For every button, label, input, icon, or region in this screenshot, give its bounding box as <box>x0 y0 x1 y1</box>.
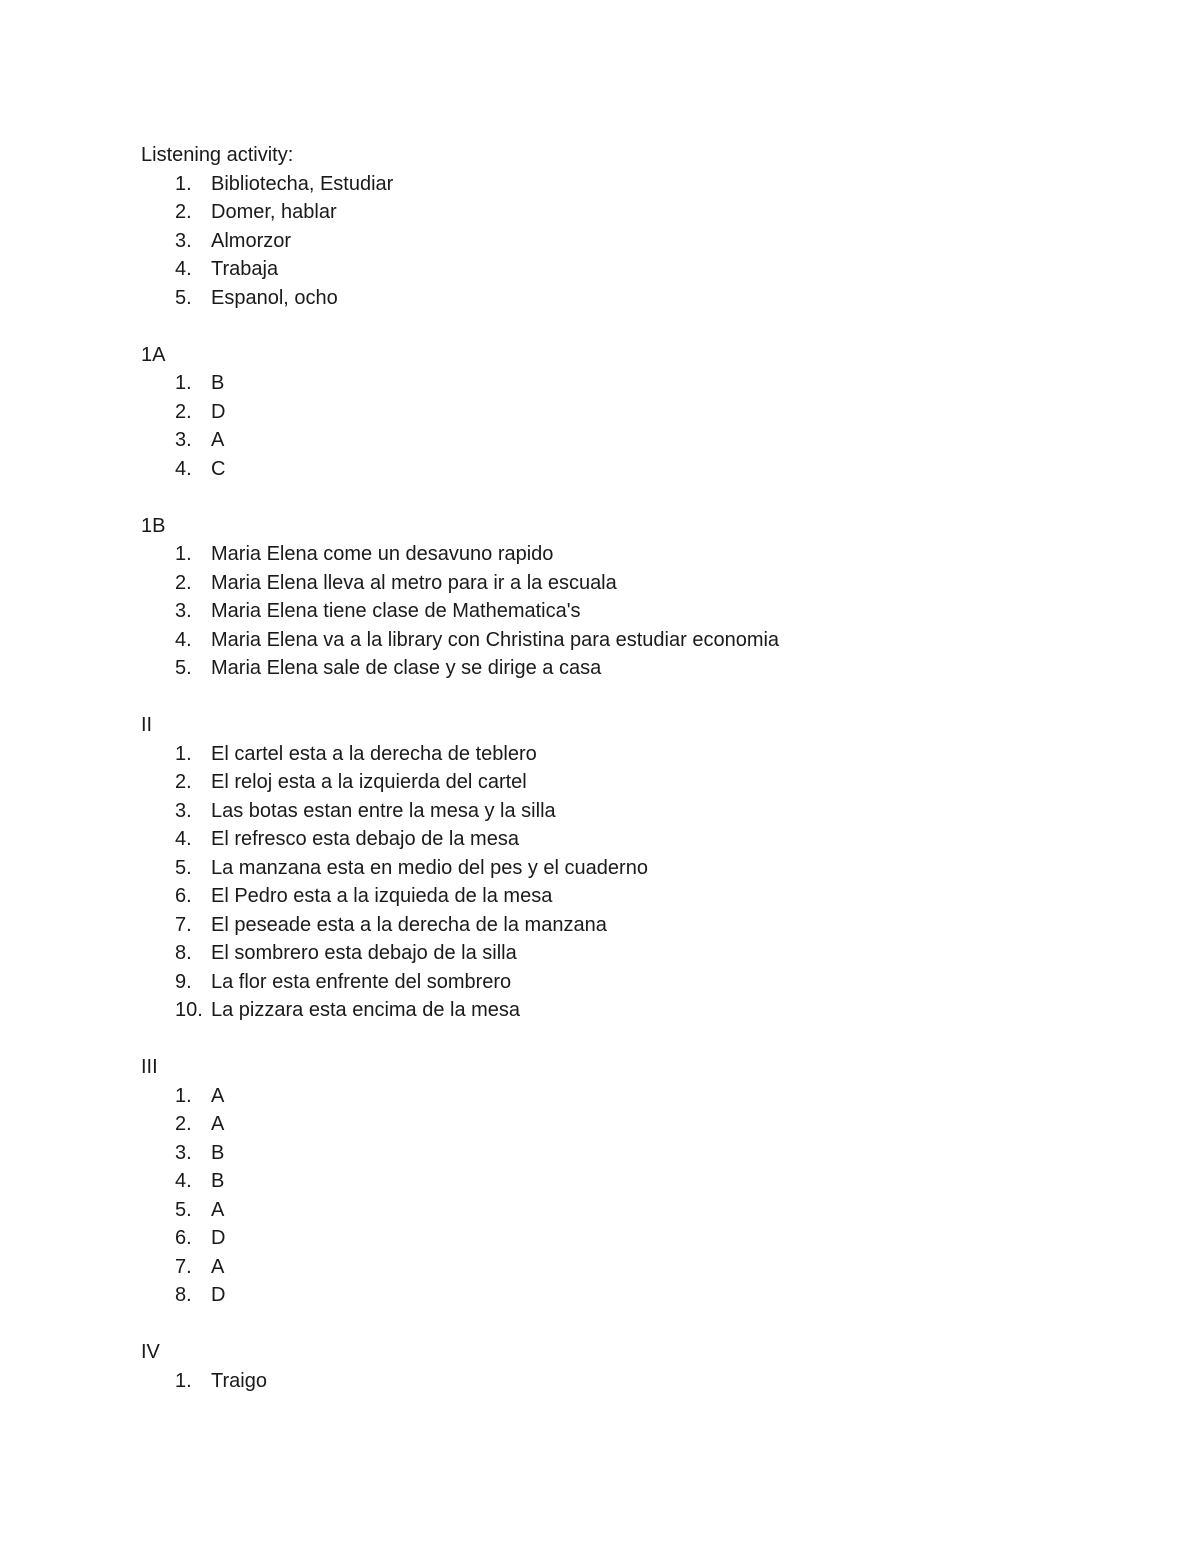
list-item-text: D <box>211 1227 226 1249</box>
list-item-number: 5. <box>175 657 192 679</box>
section <box>141 711 1101 1025</box>
list-item-text: B <box>211 372 225 394</box>
list-item-text: El reloj esta a la izquierda del cartel <box>211 771 527 793</box>
list-item-number: 5. <box>175 856 192 879</box>
list-item-number: 3. <box>175 600 192 622</box>
section-heading: 1A <box>141 343 166 366</box>
list-item-text: La flor esta enfrente del sombrero <box>211 970 512 993</box>
list-item-text: D <box>211 1284 226 1306</box>
list-item-number: 7. <box>175 913 192 936</box>
list-item-text: Maria Elena lleva al metro para ir a la escuala <box>211 571 617 594</box>
list-item-text: Maria Elena come un desavuno rapido <box>211 543 554 565</box>
list-item-text: El refresco esta debajo de la mesa <box>211 828 519 850</box>
list-item-text: Domer, hablar <box>211 201 337 223</box>
list-item-text: C <box>211 457 226 480</box>
list-item-number: 4. <box>175 828 192 850</box>
list-item-number: 4. <box>175 628 192 651</box>
list-item <box>141 198 1101 227</box>
list-item <box>141 854 1101 883</box>
section-heading: Listening activity: <box>141 144 294 166</box>
list-item <box>141 825 1101 854</box>
section <box>141 341 1101 484</box>
list-item-number: 1. <box>175 1369 192 1392</box>
list-item-text: La manzana esta en medio del pes y el cuaderno <box>211 856 648 879</box>
list-item <box>141 1224 1101 1253</box>
section-heading: III <box>141 1056 158 1078</box>
list-item-number: 2. <box>175 771 192 793</box>
list-item <box>141 597 1101 626</box>
list-item-number: 6. <box>175 885 192 907</box>
list-item-text: El sombrero esta debajo de la silla <box>211 942 517 964</box>
list-item <box>141 768 1101 797</box>
list-item <box>141 1110 1101 1139</box>
list-item-text: A <box>211 1255 225 1278</box>
list-item <box>141 455 1101 484</box>
section-heading: 1B <box>141 514 166 537</box>
list-item-number: 10. <box>175 999 203 1021</box>
list-item <box>141 1082 1101 1111</box>
section <box>141 1053 1101 1310</box>
list-item-text: B <box>211 1141 225 1164</box>
list-item <box>141 882 1101 911</box>
list-item-text: Maria Elena sale de clase y se dirige a casa <box>211 657 602 679</box>
list-item <box>141 626 1101 655</box>
list-item-number: 2. <box>175 201 192 223</box>
list-item-text: A <box>211 429 225 451</box>
list-item-text: A <box>211 1084 225 1107</box>
list-item-text: Maria Elena va a la library con Christina para estudiar economia <box>211 628 780 651</box>
list-item-number: 1. <box>175 742 192 765</box>
list-item <box>141 369 1101 398</box>
list-item-number: 1. <box>175 172 192 195</box>
list-item-number: 1. <box>175 543 192 565</box>
list-item-text: Almorzor <box>211 229 292 252</box>
list-item-text: El Pedro esta a la izquieda de la mesa <box>211 885 553 907</box>
list-item <box>141 996 1101 1025</box>
list-item-number: 4. <box>175 457 192 480</box>
list-item-number: 6. <box>175 1227 192 1249</box>
list-item-number: 4. <box>175 258 192 280</box>
list-item-number: 4. <box>175 1170 192 1192</box>
list-item-number: 5. <box>175 286 192 309</box>
list-item-text: Espanol, ocho <box>211 286 338 309</box>
list-item <box>141 426 1101 455</box>
section-heading: II <box>141 714 153 736</box>
list-item-text: El peseade esta a la derecha de la manzana <box>211 913 607 936</box>
list-item <box>141 569 1101 598</box>
list-item-text: B <box>211 1170 225 1192</box>
list-item-number: 2. <box>175 400 192 423</box>
section-heading: IV <box>141 1341 160 1363</box>
list-item-number: 1. <box>175 1084 192 1107</box>
list-item <box>141 740 1101 769</box>
list-item-number: 7. <box>175 1255 192 1278</box>
section <box>141 1338 1101 1395</box>
list-item <box>141 227 1101 256</box>
list-item <box>141 1253 1101 1282</box>
list-item-number: 1. <box>175 372 192 394</box>
list-item-number: 3. <box>175 1141 192 1164</box>
list-item-number: 8. <box>175 942 192 964</box>
list-item <box>141 170 1101 199</box>
list-item <box>141 968 1101 997</box>
document-body <box>141 141 1101 1395</box>
list-item <box>141 398 1101 427</box>
list-item-number: 2. <box>175 571 192 594</box>
list-item-text: Maria Elena tiene clase de Mathematica's <box>211 600 581 622</box>
list-item-text: Trabaja <box>211 258 279 280</box>
list-item <box>141 797 1101 826</box>
list-item <box>141 939 1101 968</box>
list-item <box>141 255 1101 284</box>
list-item-text: Traigo <box>211 1369 267 1392</box>
list-item-number: 5. <box>175 1198 192 1221</box>
list-item-number: 3. <box>175 429 192 451</box>
list-item-number: 3. <box>175 799 192 822</box>
list-item-number: 9. <box>175 970 192 993</box>
list-item-text: A <box>211 1113 225 1135</box>
list-item-number: 8. <box>175 1284 192 1306</box>
section <box>141 141 1101 312</box>
list-item-number: 3. <box>175 229 192 252</box>
list-item-text: Bibliotecha, Estudiar <box>211 172 394 195</box>
list-item-text: D <box>211 400 226 423</box>
list-item <box>141 1281 1101 1310</box>
list-item-text: A <box>211 1198 225 1221</box>
list-item-text: El cartel esta a la derecha de teblero <box>211 742 537 765</box>
list-item <box>141 1367 1101 1396</box>
list-item <box>141 1167 1101 1196</box>
list-item <box>141 284 1101 313</box>
section <box>141 512 1101 683</box>
list-item <box>141 1139 1101 1168</box>
list-item <box>141 654 1101 683</box>
list-item-number: 2. <box>175 1113 192 1135</box>
list-item <box>141 1196 1101 1225</box>
list-item <box>141 540 1101 569</box>
list-item-text: La pizzara esta encima de la mesa <box>211 999 521 1021</box>
list-item-text: Las botas estan entre la mesa y la silla <box>211 799 556 822</box>
list-item <box>141 911 1101 940</box>
